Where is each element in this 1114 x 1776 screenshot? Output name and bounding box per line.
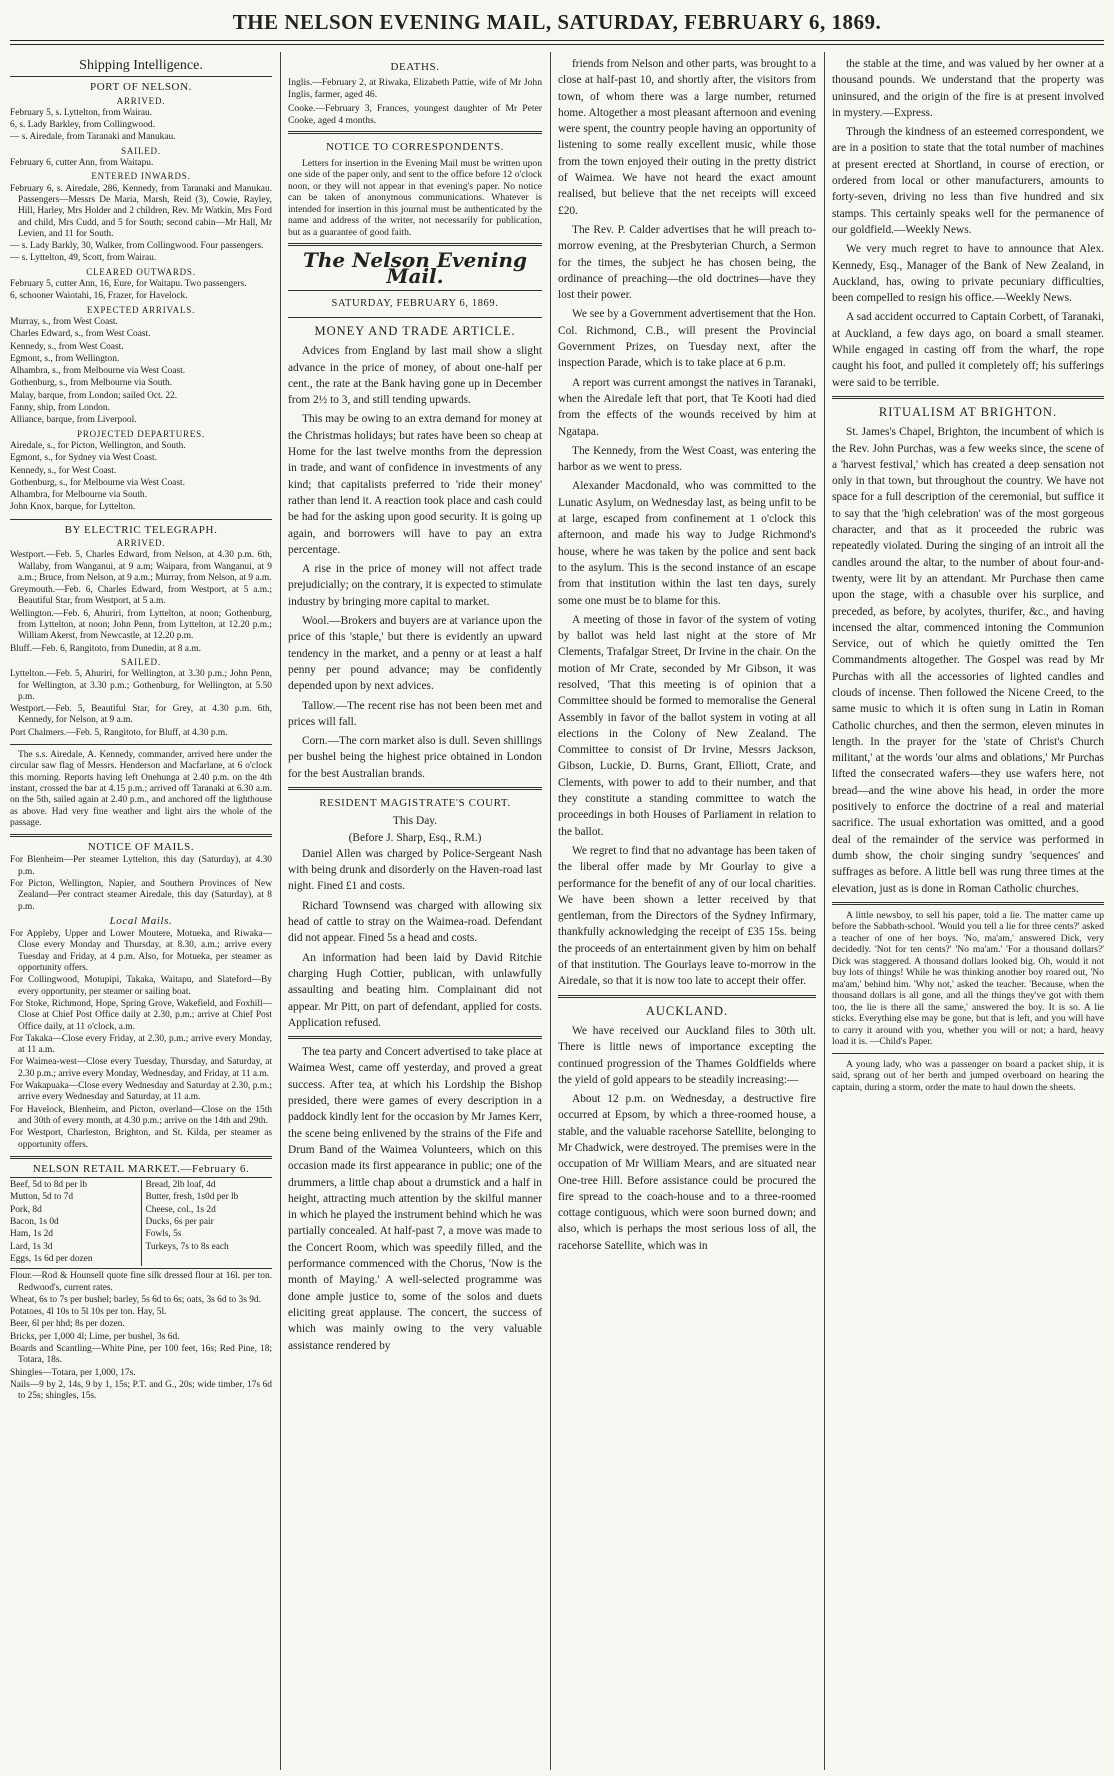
paragraph: Westport.—Feb. 5, Beautiful Star, for Grey, at 4.30 p.m. 6th, Kennedy, for Nelson, at 9 a.m.: [10, 704, 272, 726]
arrived-heading: ARRIVED.: [116, 95, 166, 106]
paragraph: February 5, s. Lyttelton, from Wairau.: [10, 107, 153, 118]
divider: [10, 1268, 272, 1269]
cleared-list: [10, 279, 272, 303]
auckland-heading: AUCKLAND.: [645, 1003, 729, 1018]
market-heading: NELSON RETAIL MARKET.—February 6.: [32, 1162, 250, 1175]
paragraph: Boards and Scantling—White Pine, per 100 feet, 16s; Red Pine, 18; Totara, 18s.: [10, 1343, 272, 1366]
divider: [288, 787, 542, 790]
divider: [288, 243, 542, 246]
arrived-list: [10, 108, 272, 144]
deaths-heading: DEATHS.: [390, 61, 440, 73]
paragraph: Butter, fresh, 1s0d per lb: [145, 1192, 239, 1203]
paragraph: Through the kindness of an esteemed correspondent, we are in a position to state that the total number of machines at present erected at Shortland, in course of erection, or ordered from local or other manufacturers, amounts to forty-seven, driving no less than five hundred and six stamps. This certainly speaks well for the permanence of our goldfield.—Weekly News.: [832, 126, 1104, 236]
newspaper-flag: The Nelson Evening Mail.: [302, 248, 528, 289]
paragraph: A meeting of those in favor of the system of voting by ballot was held last night at the store of Mr Clements, Trafalgar Street, Dr Irvine in the chair. On the motion of Mr Crate, seconded by Mr Gibson, it was resolved, 'That this meeting is of opinion that a Committee should be formed to memoralise the General Assembly in favor of the ballot system in voting at all elections in the Colony of New Zealand. The Committee to consist of Dr Irvine, Messrs Jackson, Gibson, Luckie, D. Burns, Grant, Elliott, Crate, and Clements, with power to add to their number, and that they constitute a standing committee to watch the proceedings in both Houses of Parliament in relation to the ballot.: [558, 613, 816, 838]
column-shipping: [10, 56, 272, 1768]
court-before: (Before J. Sharp, Esq., R.M.): [348, 831, 482, 844]
paragraph: We regret to find that no advantage has been taken of the liberal offer made by Mr Gourlay to give a performance for the benefit of any of our local charities. We have been shown a letter received by that gentleman, from the Directors of the Sydney Infirmary, thankfully acknowledging the receipt of £35 15s. being the proceeds of an entertainment given by him on behalf of that institution. The Gourlays leave to-morrow in the Airedale, so that it is now too late to accept their offer.: [558, 844, 816, 988]
tea-party-article: The tea party and Concert advertised to take place at Waimea West, came off yesterday, and proved a great success. After tea, at which his Lordship the Bishop presided, there were games of every description in a paddock kindly lent for the occasion by Mr James Kerr, the scene being enlivened by the strains of the Fife and Drum Band of the Waimea Volunteers, which on this occasion made its first appearance in public; one of the drummers, a little chap about a drumstick and a half in height, attracting much attention by the skilful manner in which he played the instrument behind which he was partially concealed. At half-past 7, a move was made to the Concert Room, which was speedily filled, and the performance commenced with the Chorus, 'Now is the month of Maying.' A well-selected programme was done ample justice to, some of the solos and duets eliciting great applause. The concert, the success of which was mainly owing to the very valuable assistance rendered by: [288, 1046, 542, 1352]
paragraph: For Havelock, Blenheim, and Picton, overland—Close on the 15th and 30th of every month, at 4.30 p.m.; arrive on the 14th and 29th.: [10, 1104, 272, 1126]
paragraph: The Kennedy, from the West Coast, was entering the harbor as we went to press.: [558, 444, 816, 474]
notice-text: Letters for insertion in the Evening Mail must be written upon one side of the paper only, and sent to the office before 12 o'clock noon, or they will not appear in that evening's paper. No notice can be taken of anonymous communications. Whatever is intended for insertion in this journal must be authenticated by the name and address of the writer, not necessarily for publication, but as a guarantee of good faith.: [288, 157, 542, 238]
paragraph: We see by a Government advertisement that the Hon. Col. Richmond, C.B., will present the Provincial Government Prizes, on Tuesday next, after the inspection Parade, which is to take place at 6 p.m.: [558, 308, 816, 370]
local-mails-list: [10, 929, 272, 1151]
paragraph: Charles Edward, s., from West Coast.: [10, 329, 151, 340]
paragraph: Alhambra, for Melbourne via South.: [10, 490, 147, 501]
paragraph: For Waimea-west—Close every Tuesday, Thursday, and Saturday, at 2.30 p.m.; arrive every Monday, Wednesday, and Friday, at 11 a.m.: [10, 1057, 272, 1079]
paragraph: Flour.—Rod & Hounsell quote fine silk dressed flour at 16l. per ton. Redwood's, current rates.: [10, 1271, 272, 1293]
paragraph: Port Chalmers.—Feb. 5, Rangitoto, for Bluff, at 4.30 p.m.: [10, 727, 228, 738]
tel-arrived-list: [10, 550, 272, 655]
paragraph: For Stoke, Richmond, Hope, Spring Grove, Wakefield, and Foxhill—Close at Chief Post Office daily at 2.30, p.m.; arrive at Chief Post Office daily, at 11 o'clock, a.m.: [10, 998, 272, 1032]
expected-heading: EXPECTED ARRIVALS.: [86, 304, 196, 315]
mails-heading: NOTICE OF MAILS.: [87, 841, 195, 854]
sailed-list: [10, 158, 272, 169]
paragraph: Greymouth.—Feb. 6, Charles Edward, from Westport, at 5 a.m.; Beautiful Star, from Westport, at 5 a.m.: [10, 585, 272, 607]
masthead-rule-2: [10, 44, 1104, 45]
divider: [10, 1156, 272, 1159]
divider: [832, 396, 1104, 399]
paragraph: Pork, 8d: [10, 1204, 42, 1215]
divider: [10, 1177, 272, 1178]
paragraph: February 5, cutter Ann, 16, Eure, for Waitapu. Two passengers.: [10, 279, 247, 290]
paragraph: 6, s. Lady Barkley, from Collingwood.: [10, 120, 155, 131]
divider: [10, 76, 272, 77]
court-heading: RESIDENT MAGISTRATE'S COURT.: [319, 797, 511, 809]
projected-heading: PROJECTED DEPARTURES.: [77, 428, 205, 439]
ritualism-article: St. James's Chapel, Brighton, the incumbent of which is the Rev. John Purchas, was a few weeks since, the scene of a 'harvest festival,' which has created a deep sensation not only in that town, but throughout the country. We have not space for a full description of the ceremonial, but suffice it to say that the 'high celebration' was of the most gorgeous character, and that as it proceeded the rubric was repeatedly violated. During the singing of an introit all the candles around the altar, to the number of about four-and-twenty, were lit by an attendant. Mr Purchase then came upon the stage, with a chasuble over his surplice, and preceded, as before, by acolytes, thurifer, &c., and having incensed the altar, commenced intoning the Communion Service, out of which he quietly omitted the Ten Commandments altogether. The Gospel was read by Mr Purchas with all the accessories of lighted candles and clouds of incense. Then followed the Nicene Creed, to the same music to which it is often sung in Latin in Roman Catholic churches, and then the sermon, eleven minutes in length. In the prayer for the 'state of Christ's Church militant,' at the words 'our alms and oblations,' Mr Purchas lifted the consecrated wafers—they use wafers here, not bread—and the wine above his head, in order the more positively to enforce the doctrine of a real and material sacrifice. The usual exhortation was omitted, and a good deal of the remainder of the service was performed in dumb show, the choir singing sundry 'sequences' and suffrages as before. A little bell was rung three times at the elevation, just as is done in Roman Catholic churches.: [832, 426, 1104, 895]
paragraph: Daniel Allen was charged by Police-Sergeant Nash with being drunk and disorderly on the Haven-road last night. Fined £1 and costs.: [288, 847, 542, 893]
shipping-title: Shipping Intelligence.: [79, 58, 203, 73]
paragraph: Potatoes, 4l 10s to 5l 10s per ton. Hay, 5l.: [10, 1307, 167, 1318]
divider: [10, 519, 272, 520]
ritualism-heading: RITUALISM AT BRIGHTON.: [878, 404, 1058, 419]
paragraph: — s. Lyttelton, 49, Scott, from Wairau.: [10, 253, 157, 264]
paragraph: Egmont, s., from Wellington.: [10, 353, 120, 364]
tel-sailed-list: [10, 669, 272, 739]
paragraph: For Appleby, Upper and Lower Moutere, Motueka, and Riwaka—Close every Monday and Thursday, at 8.30, a.m.; arrive every Tuesday and Friday, at 4 p.m. Also, for Motueka, per steamer as opportunity offers.: [10, 929, 272, 974]
paragraph: Beer, 6l per hhd; 8s per dozen.: [10, 1319, 125, 1330]
paragraph: Fowls, 5s: [145, 1229, 182, 1240]
money-article: [288, 343, 542, 782]
paragraph: Richard Townsend was charged with allowing six head of cattle to stray on the Waimea-road. Defendant did not appear. Fined 5s a head and costs.: [288, 899, 542, 945]
paragraph: Wool.—Brokers and buyers are at variance upon the price of this 'staple,' but there is evidently an upward tendency in the market, and a penny or at least a half penny per pound advance; may be confidently depended upon by next advices.: [288, 615, 542, 693]
paragraph: Inglis.—February 2, at Riwaka, Elizabeth Pattie, wife of Mr John Inglis, farmer, aged 46.: [288, 77, 542, 100]
court-cases: [288, 846, 542, 1031]
young-lady-article: A young lady, who was a passenger on board a packet ship, it is said, sprang out of her berth and jumped overboard on hearing the captain, during a storm, order the mate to haul down the sheets.: [832, 1058, 1104, 1093]
tel-arrived-heading: ARRIVED.: [116, 537, 166, 548]
paragraph: Turkeys, 7s to 8s each: [145, 1241, 229, 1252]
paragraph: Malay, barque, from London; sailed Oct. 22.: [10, 390, 178, 401]
paragraph: Wheat, 6s to 7s per bushel; barley, 5s 6d to 6s; oats, 3s 6d to 3s 9d.: [10, 1294, 261, 1305]
divider: [10, 744, 272, 745]
paragraph: Bricks, per 1,000 4l; Lime, per bushel, 3s 6d.: [10, 1331, 180, 1342]
paragraph: For Collingwood, Motupipi, Takaka, Waitapu, and Slateford—By every opportunity, per steamer or sailing boat.: [10, 975, 272, 997]
paragraph: the stable at the time, and was valued by her owner at a thousand pounds. We understand that the property was uninsured, and the origin of the fire is at present involved in mystery.—Express.: [832, 58, 1104, 119]
paragraph: Murray, s., from West Coast.: [10, 316, 118, 327]
paragraph: John Knox, barque, for Lyttelton.: [10, 502, 136, 513]
deaths-list: [288, 77, 542, 126]
paragraph: Lard, 1s 3d: [10, 1241, 53, 1252]
masthead-rule: [10, 40, 1104, 41]
money-heading: MONEY AND TRADE ARTICLE.: [314, 323, 516, 338]
news-paragraphs: [558, 56, 816, 990]
paragraph: Lyttelton.—Feb. 5, Ahuriri, for Wellington, at 3.30 p.m.; John Penn, for Wellington, at 3.30 p.m.; Gothenburg, for Wellington, at 5.50 p.m.: [10, 669, 272, 702]
paragraph: For Blenheim—Per steamer Lyttelton, this day (Saturday), at 4.30 p.m.: [10, 855, 272, 877]
paragraph: The Rev. P. Calder advertises that he will preach to-morrow evening, at the Presbyterian Church, a Sermon for the times, the subject he has chosen being, the ordinance of preaching—the old doctrines—have they lost their power.: [558, 223, 816, 302]
paragraph: Corn.—The corn market also is dull. Seven shillings per bushel being the highest price obtained in London for the best Australian brands.: [288, 735, 542, 780]
paragraph: Shingles—Totara, per 1,000, 17s.: [10, 1367, 136, 1378]
paragraph: A rise in the price of money will not affect trade prejudicially; on the contrary, it is expected to stimulate industry by bringing more capital to market.: [288, 563, 542, 608]
projected-list: [10, 441, 272, 514]
paragraph: Cheese, col., 1s 2d: [145, 1204, 216, 1215]
paragraph: Alhambra, s., from Melbourne via West Coast.: [10, 366, 186, 377]
paragraph: Bread, 2lb loaf, 4d: [145, 1180, 216, 1191]
mails-list: [10, 855, 272, 912]
paragraph: For Wakapuaka—Close every Wednesday and Saturday at 2.30, p.m.; arrive every Wednesday and Saturday, at 11 a.m.: [10, 1081, 272, 1103]
paragraph: Egmont, s., for Sydney via West Coast.: [10, 453, 157, 464]
entered-list: [10, 184, 272, 265]
paragraph: This may be owing to an extra demand for money at the Christmas holidays; but rates have been so cheap at Home for the last twelve months from the depression in trade, and want of confidence in investments of any kind; that capitalists preferred to 'ride their money' rather than lend it. A reaction took place and cash could be had for the asking upon good security. It is going up again, and borrowers will have to pay an extra percentage.: [288, 413, 542, 556]
paragraph: About 12 p.m. on Wednesday, a destructive fire occurred at Epsom, by which a three-roomed house, a stable, and the valuable racehorse Satellite, belonging to Mr Chadwick, were destroyed. The premises were in the occupation of Mr William Mears, and are situated near One-tree Hill. Before assistance could be procured the fire spread to the coach-house and to a three-roomed cottage contiguous, which were soon burned down; and also, which is perhaps the most serious loss of all, the racehorse Satellite, which was in: [558, 1093, 816, 1252]
newsboy-article: A little newsboy, to sell his paper, told a lie. The matter came up before the Sabbath-school. 'Would you tell a lie for three cents?' asked a teacher of one of her boys. 'No, ma'am,' answered Dick, very decidedly. 'Not for ten cents?' 'No ma'am.' 'For a thousand dollars?' Dick was staggered. A thousand dollars looked big. Oh, would it not buy lots of things! While he was thinking another boy roared out, 'No ma'am,' behind him. 'Why not,' asked the teacher. 'Because, when the thousand dollars is all gone, and all the things they've got with them too, the lie is there all the same,' answered the boy. It is so. A lie sticks. Everything else may be gone, but that is left, and you will have to carry it around with you, whether you will or not; a hard, heavy load it is. —Child's Paper.: [832, 909, 1104, 1048]
market-left: [10, 1180, 142, 1266]
paragraph: February 6, s. Airedale, 286, Kennedy, from Taranaki and Manukau. Passengers—Messrs De Maria, Marsh, Reid (3), Cowie, Rayley, Hill, Harley, Mrs Holder and 2 children, Rev. Mr Watkin, Mrs Ford and child, Mrs Cudd, and 5 for South; second cabin—Mr Hall, Mr Levien, and 11 for South.: [10, 183, 272, 239]
paragraph: Westport.—Feb. 5, Charles Edward, from Nelson, at 4.30 p.m. 6th, Wallaby, from Wanganui, at 9 a.m; Waipara, from Wanganui, at 9 a.m.; Bruce, from Nelson, at 9 a.m.; Murray, from Nelson, at 9 a.m.: [10, 550, 272, 583]
cleared-heading: CLEARED OUTWARDS.: [86, 266, 196, 277]
local-mails-heading: Local Mails.: [109, 914, 173, 927]
paragraph: We very much regret to have to announce that Alex. Kennedy, Esq., Manager of the Bank of New Zealand, in Auckland, has, owing to private pecuniary difficulties, been compelled to resign his office.—Weekly News.: [832, 243, 1104, 305]
divider: [288, 131, 542, 134]
paragraph: Cooke.—February 3, Frances, youngest daughter of Mr Peter Cooke, aged 4 months.: [288, 103, 542, 126]
column-news: [558, 56, 816, 1768]
paragraph: For Westport, Charleston, Brighton, and St. Kilda, per steamer as opportunity offers.: [10, 1128, 272, 1150]
column-misc: [832, 56, 1104, 1768]
misc-paragraphs: [832, 56, 1104, 391]
paragraph: Mutton, 5d to 7d: [10, 1192, 74, 1203]
divider: [288, 1036, 542, 1039]
paragraph: Gothenburg, s., for Melbourne via West Coast.: [10, 477, 185, 488]
divider: [10, 834, 272, 837]
column-divider: [550, 52, 551, 1770]
paragraph: February 6, cutter Ann, from Waitapu.: [10, 158, 154, 169]
market-right: [146, 1180, 273, 1266]
paragraph: A report was current amongst the natives in Taranaki, when the Airedale left that port, that Te Kooti had died from the effects of the wounds received by him at Ngatapa.: [558, 376, 816, 438]
paragraph: A sad accident occurred to Captain Corbett, of Taranaki, at Auckland, a few days ago, on board a small steamer. While engaged in casting off from the wharf, the rope caught his foot, and pulled it completely off; his sufferings were said to be terrible.: [832, 311, 1104, 389]
notice-heading: NOTICE TO CORRESPONDENTS.: [325, 141, 505, 154]
paragraph: Tallow.—The recent rise has not been been met and prices will fall.: [288, 699, 542, 728]
paragraph: Nails—9 by 2, 14s, 9 by 1, 15s; P.T. and G., 20s; wide timber, 17s 6d to 25s; shingles, 15s.: [10, 1379, 272, 1402]
paragraph: For Takaka—Close every Friday, at 2.30, p.m.; arrive every Monday, at 11 a.m.: [10, 1033, 272, 1056]
telegraph-heading: BY ELECTRIC TELEGRAPH.: [64, 523, 218, 536]
entered-heading: ENTERED INWARDS.: [91, 171, 191, 182]
column-divider: [280, 52, 281, 1770]
paragraph: Alexander Macdonald, who was committed to the Lunatic Asylum, on Wednesday last, as being unfit to be at large, escaped from confinement at 1 o'clock this afternoon, and made his way to Judge Richmond's house, where he was taken by the police and sent back to the asylum. This is the second instance of an escape from that institution within the last ten days, surely some one must be to blame for this.: [558, 480, 816, 607]
paragraph: Alliance, barque, from Liverpool.: [10, 415, 137, 426]
paragraph: 6, schooner Waiotahi, 16, Frazer, for Havelock.: [10, 291, 188, 302]
dateline: SATURDAY, FEBRUARY 6, 1869.: [331, 297, 499, 309]
paragraph: Gothenburg, s., from Melbourne via South.: [10, 378, 173, 389]
market-table: [10, 1180, 272, 1266]
paragraph: Ham, 1s 2d: [10, 1229, 53, 1240]
column-divider: [824, 52, 825, 1770]
paragraph: For Picton, Wellington, Napier, and Southern Provinces of New Zealand—Per contract steamer Airedale, this day (Saturday), at 8 p.m.: [10, 879, 272, 912]
sailed-heading: SAILED.: [121, 145, 161, 156]
market-notes: [10, 1271, 272, 1402]
paragraph: Wellington.—Feb. 6, Ahuriri, from Lyttelton, at noon; Gothenburg, from Lyttelton, at noon; John Penn, from Lyttelton, at 12.20 p.m.; William Akerst, from Newcastle, at 12.20 p.m.: [10, 608, 272, 642]
paragraph: Advices from England by last mail show a slight advance in the price of money, of about one-half per cent., the rate at the Bank having gone up in December from 2½ to 3, and still tending upwards.: [288, 345, 542, 407]
paragraph: Bluff.—Feb. 6, Rangitoto, from Dunedin, at 8 a.m.: [10, 643, 201, 654]
divider: [288, 317, 542, 318]
paragraph: Ducks, 6s per pair: [145, 1217, 214, 1228]
divider: [558, 995, 816, 998]
divider: [832, 1053, 1104, 1054]
column-editorial: [288, 56, 542, 1768]
masthead: THE NELSON EVENING MAIL, SATURDAY, FEBRUARY 6, 1869.: [232, 10, 882, 34]
auckland-paragraphs: [558, 1023, 816, 1254]
paragraph: Kennedy, s., for West Coast.: [10, 465, 117, 476]
airedale-note: The s.s. Airedale, A. Kennedy, commander, arrived here under the circular saw flag of Messrs. Henderson and Macfarlane, at 6 o'clock this morning. Reports having left Onehunga at 2.40 p.m. on the 4th instant, crossed the bar at 4.15 p.m.; arrived off Taranaki at 6.30 a.m. on the 5th, sailed again at 2.40 p.m., and anchored off the lighthouse as above. Had very fine weather and light airs the whole of the passage.: [10, 750, 272, 828]
paragraph: Airedale, s., for Picton, Wellington, and South.: [10, 440, 186, 451]
port-heading: PORT OF NELSON.: [90, 81, 192, 94]
tel-sailed-heading: SAILED.: [121, 656, 161, 667]
divider: [288, 290, 542, 291]
paragraph: We have received our Auckland files to 30th ult. There is little news of importance excepting the continued progression of the Thames Goldfields where the yield of gold appears to be steadily increasing:—: [558, 1024, 816, 1086]
paragraph: friends from Nelson and other parts, was brought to a close at half-past 10, and shortly after, the visitors from town, of whom there was a large number, returned home. Altogether a most pleasant afternoon and evening were spent, the country people having an opportunity of listening to some really excellent music, while those from the town enjoyed their outing in the pretty district of Waimea. We have not heard the exact amount realised, but believe that the net receipts will exceed £20.: [558, 58, 816, 217]
divider: [832, 902, 1104, 905]
paragraph: Fanny, ship, from London.: [10, 403, 110, 414]
paragraph: — s. Airedale, from Taranaki and Manukau.: [10, 132, 176, 143]
paragraph: Bacon, 1s 0d: [10, 1217, 59, 1228]
expected-list: [10, 317, 272, 427]
court-day: This Day.: [392, 815, 438, 828]
paragraph: Eggs, 1s 6d per dozen: [10, 1253, 93, 1264]
paragraph: Beef, 5d to 8d per lb: [10, 1180, 88, 1191]
paragraph: — s. Lady Barkly, 30, Walker, from Collingwood. Four passengers.: [10, 241, 264, 252]
paragraph: Kennedy, s., from West Coast.: [10, 341, 124, 352]
paragraph: An information had been laid by David Ritchie charging Hugh Cottier, publican, with unlawfully assaulting and beating him. Complainant did not appear. Mr Pitt, on part of defendant, applied for costs. Application refused.: [288, 951, 542, 1029]
